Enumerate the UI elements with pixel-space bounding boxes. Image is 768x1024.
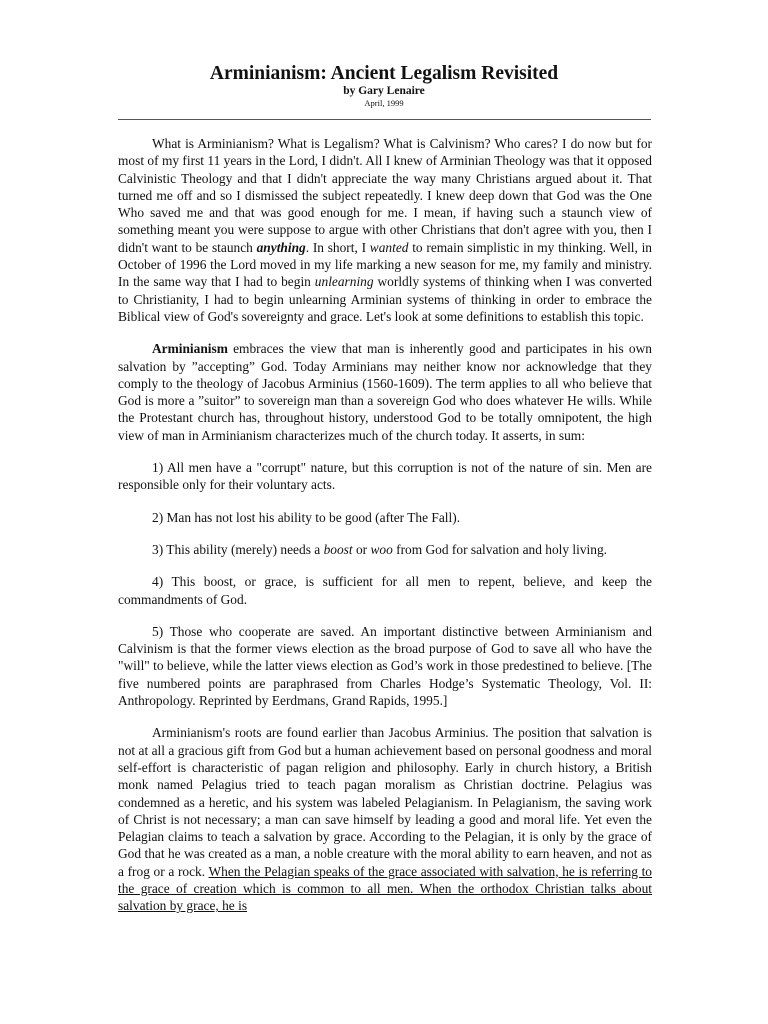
emphasis-text: woo [370, 541, 393, 557]
text-run: . In short, I [305, 239, 370, 255]
text-run: worldly systems of thinking when I was converted to Christianity, I had to begin unlearning Arminian systems of thinking in order to embrace the Biblical view of God's sovereignty and grace. Let's look at some definitions to establish this topic. [118, 274, 652, 324]
list-point-1: 1) All men have a "corrupt" nature, but this corruption is not of the nature of sin. Men are responsible only for their voluntary acts. [118, 460, 652, 493]
text-run: 3) This ability (merely) needs a [152, 541, 324, 557]
list-point-3 [118, 541, 652, 558]
text-run: to remain simplistic in my thinking. Well, in October of 1996 the Lord moved in my life marking a new season for me, my family and ministry. In the same way that I had to begin [118, 239, 653, 290]
header-divider [118, 119, 651, 120]
author-byline: by Gary Lenaire [343, 85, 425, 97]
list-point-4: 4) This boost, or grace, is sufficient for all men to repent, believe, and keep the commandments of God. [118, 574, 652, 607]
emphasis-text: unlearning [314, 274, 374, 290]
paragraph-intro [118, 135, 652, 325]
text-run: What is Arminianism? What is Legalism? What is Calvinism? Who cares? I do now but for most of my first 11 years in the Lord, I didn't. All I knew of Arminian Theology was that it opposed Calvinistic Theology and that I didn't appreciate the way many Christians argued about it. That turned me off and so I dismissed the subject repeatedly. I knew deep down that God was the One Who saved me and that was good enough for me. I mean, if having such a staunch view of something meant you were suppose to argue with other Christians that don't agree with you, then I didn't want to be staunch [118, 136, 652, 255]
publication-date: April, 1999 [364, 98, 404, 108]
list-point-2: 2) Man has not lost his ability to be good (after The Fall). [152, 509, 461, 525]
document-body [118, 135, 652, 930]
text-run: from God for salvation and holy living. [392, 541, 607, 557]
paragraph-definition [118, 340, 652, 444]
emphasis-text: wanted [369, 239, 409, 255]
list-point-5: 5) Those who cooperate are saved. An important distinctive between Arminianism and Calvinism is that the former views election as the broad purpose of God to save all who have the "will" to believe, while the latter views election as God’s work in those predestined to believe. [The five numbered points are paraphrased from Charles Hodge’s Systematic Theology, Vol. II: Anthropology. Reprinted by Eerdmans, Grand Rapids, 1995.] [118, 623, 652, 709]
text-run: or [352, 541, 371, 557]
text-run: Arminianism's roots are found earlier than Jacobus Arminius. The position that salvation is not at all a gracious gift from God but a human achievement based on personal goodness and moral self-effort is characteristic of pagan religion and philosophy. Early in church history, a British monk named Pelagius tried to teach pagan moralism as Christian doctrine. Pelagius was condemned as a heretic, and his system was labeled Pelagianism. In Pelagianism, the saving work of Christ is not necessary; a man can save himself by leading a good and moral life. Yet even the Pelagian claims to teach a salvation by grace. According to the Pelagian, it is only by the grace of God that he was created as a man, a noble creature with the moral ability to earn heaven, and not as a frog or a rock. [118, 725, 652, 879]
document-title: Arminianism: Ancient Legalism Revisited [209, 63, 559, 84]
term-heading: Arminianism [152, 341, 228, 357]
emphasis-text: anything [256, 239, 306, 255]
paragraph-roots [118, 724, 652, 914]
text-run: embraces the view that man is inherently good and participates in his own salvation by ”accepting” God. Today Arminians may neither know nor acknowledge that they comply to the theology of Jacobus Arminius (1560-1609). The term applies to all who believe that God is more a ”suitor” to sovereign man than a sovereign God who does whatever He wills. While the Protestant church has, throughout history, understood God to be totally omnipotent, the high view of man in Arminianism characterizes much of the church today. It asserts, in sum: [118, 341, 652, 443]
underlined-text: When the Pelagian speaks of the grace associated with salvation, he is referring to the grace of creation which is common to all men. When the orthodox Christian talks about salvation by grace, he is [118, 863, 652, 914]
emphasis-text: boost [323, 541, 353, 557]
